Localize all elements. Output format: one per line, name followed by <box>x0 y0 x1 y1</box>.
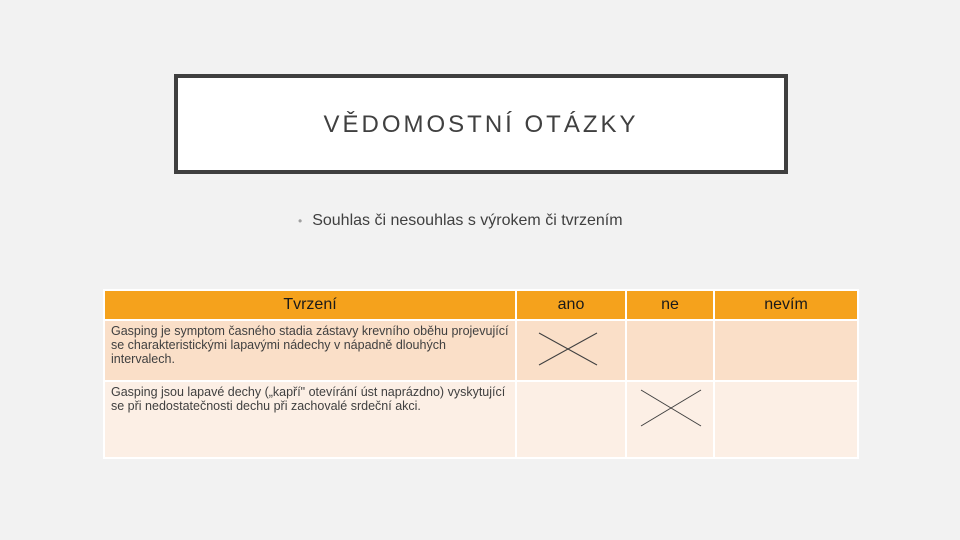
title-box <box>174 74 788 174</box>
bullet-text: Souhlas či nesouhlas s výrokem či tvrzením <box>312 212 623 229</box>
yes-cell <box>516 320 626 381</box>
claims-table <box>103 289 859 459</box>
bullet-dot-icon: • <box>298 214 303 228</box>
statement-cell: Gasping je symptom časného stadia zástavy krevního oběhu projevující se charakteristickými lapavými nádechy v nápadně dlouhých intervalech. <box>104 320 516 381</box>
bullet-item <box>298 212 623 230</box>
header-no: ne <box>626 290 714 320</box>
table-row <box>104 381 858 458</box>
yes-cell <box>516 381 626 458</box>
dont-know-cell <box>714 320 858 381</box>
dont-know-cell <box>714 381 858 458</box>
header-yes: ano <box>516 290 626 320</box>
no-cell <box>626 320 714 381</box>
header-statement: Tvrzení <box>104 290 516 320</box>
x-mark-icon <box>639 388 703 428</box>
slide-title: VĚDOMOSTNÍ OTÁZKY <box>323 111 639 138</box>
no-cell <box>626 381 714 458</box>
statement-cell: Gasping jsou lapavé dechy („kapří" otevírání úst naprázdno) vyskytující se při nedostatečnosti dechu při zachovalé srdeční akci. <box>104 381 516 458</box>
table-header-row <box>104 290 858 320</box>
header-dont-know: nevím <box>714 290 858 320</box>
x-mark-icon <box>537 331 599 367</box>
table-row <box>104 320 858 381</box>
